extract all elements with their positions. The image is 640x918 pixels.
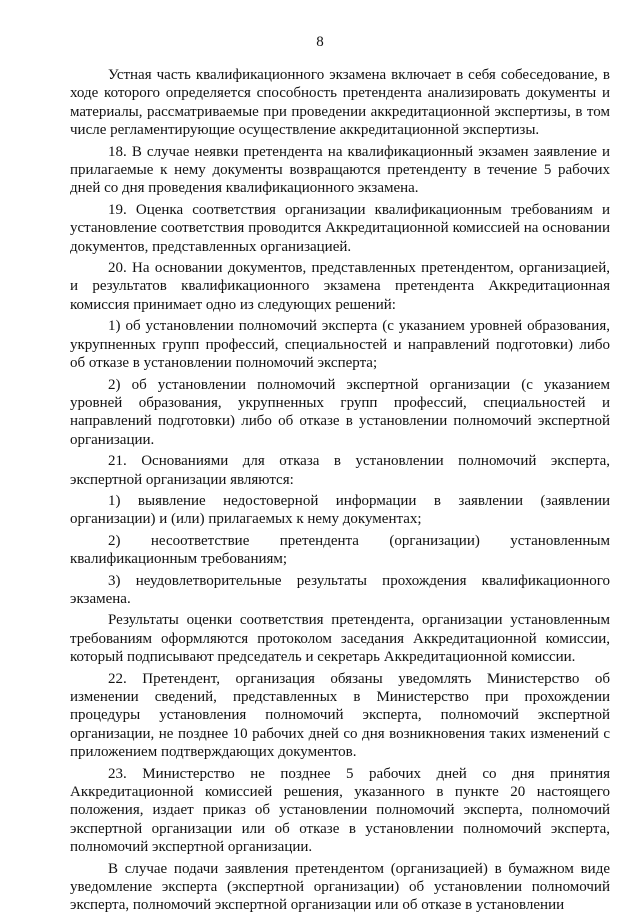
paragraph-21: 21. Основаниями для отказа в установлении полномочий эксперта, экспертной организации являются: [70,453,610,488]
paragraph-results: Результаты оценки соответствия претендента, организации установленным требованиям оформляются протоколом заседания Аккредитационной комиссии, который подписывают председатель и секретарь Аккредитационной комиссии. [70,612,610,666]
paragraph-21-item-2: 2) несоответствие претендента (организации) установленным квалификационным требованиям; [70,532,610,568]
paragraph-oral-exam: Устная часть квалификационного экзамена включает в себя собеседование, в ходе которого определяется способность претендента анализировать документы и материалы, рассматриваемые при проведении аккредитационной экспертизы, в том числе регламентирующие осуществление аккредитационной экспертизы. [70,67,610,139]
paragraph-23: 23. Министерство не позднее 5 рабочих дней со дня принятия Аккредитационной комиссией решения, указанного в пункте 20 настоящего положения, издает приказ об установлении полномочий эксперта, полномочий экспертной организации или об отказе в установлении полномочий эксперта, полномочий экспертной организации. [70,765,610,856]
paragraph-19: 19. Оценка соответствия организации квалификационным требованиям и установление соответствия проводится Аккредитационной комиссией на основании документов, представленных организацией. [70,201,610,255]
paragraph-18: 18. В случае неявки претендента на квалификационный экзамен заявление и прилагаемые к нему документы возвращаются претенденту в течение 5 рабочих дней со дня проведения квалификационного экзамена. [70,143,610,197]
document-body [70,66,610,918]
paragraph-paper-application: В случае подачи заявления претендентом (организацией) в бумажном виде уведомление эксперта (экспертной организации) об установлении полномочий эксперта, полномочий экспертной организации или об отказе в установлении [70,860,610,914]
paragraph-20: 20. На основании документов, представленных претендентом, организацией, и результатов квалификационного экзамена претендента Аккредитационная комиссия принимает одно из следующих решений: [70,260,610,313]
paragraph-22: 22. Претендент, организация обязаны уведомлять Министерство об изменении сведений, представленных в Министерство при прохождении процедуры установления полномочий эксперта, полномочий экспертной организации, не позднее 10 рабочих дней со дня возникновения таких изменений с приложением подтверждающих документов. [70,670,610,761]
paragraph-20-item-2: 2) об установлении полномочий экспертной организации (с указанием уровней образования, укрупненных групп профессий, специальностей и направлений подготовки) либо об отказе в установлении полномочий экспертной организации. [70,376,610,448]
page-number: 8 [316,34,324,50]
paragraph-21-item-3: 3) неудовлетворительные результаты прохождения квалификационного экзамена. [70,572,610,607]
paragraph-20-item-1: 1) об установлении полномочий эксперта (с указанием уровней образования, укрупненных групп профессий, специальностей и направлений подготовки) либо об отказе в установлении полномочий эксперта; [70,318,610,372]
paragraph-21-item-1: 1) выявление недостоверной информации в заявлении (заявлении организации) и (или) прилагаемых к нему документах; [70,492,610,528]
